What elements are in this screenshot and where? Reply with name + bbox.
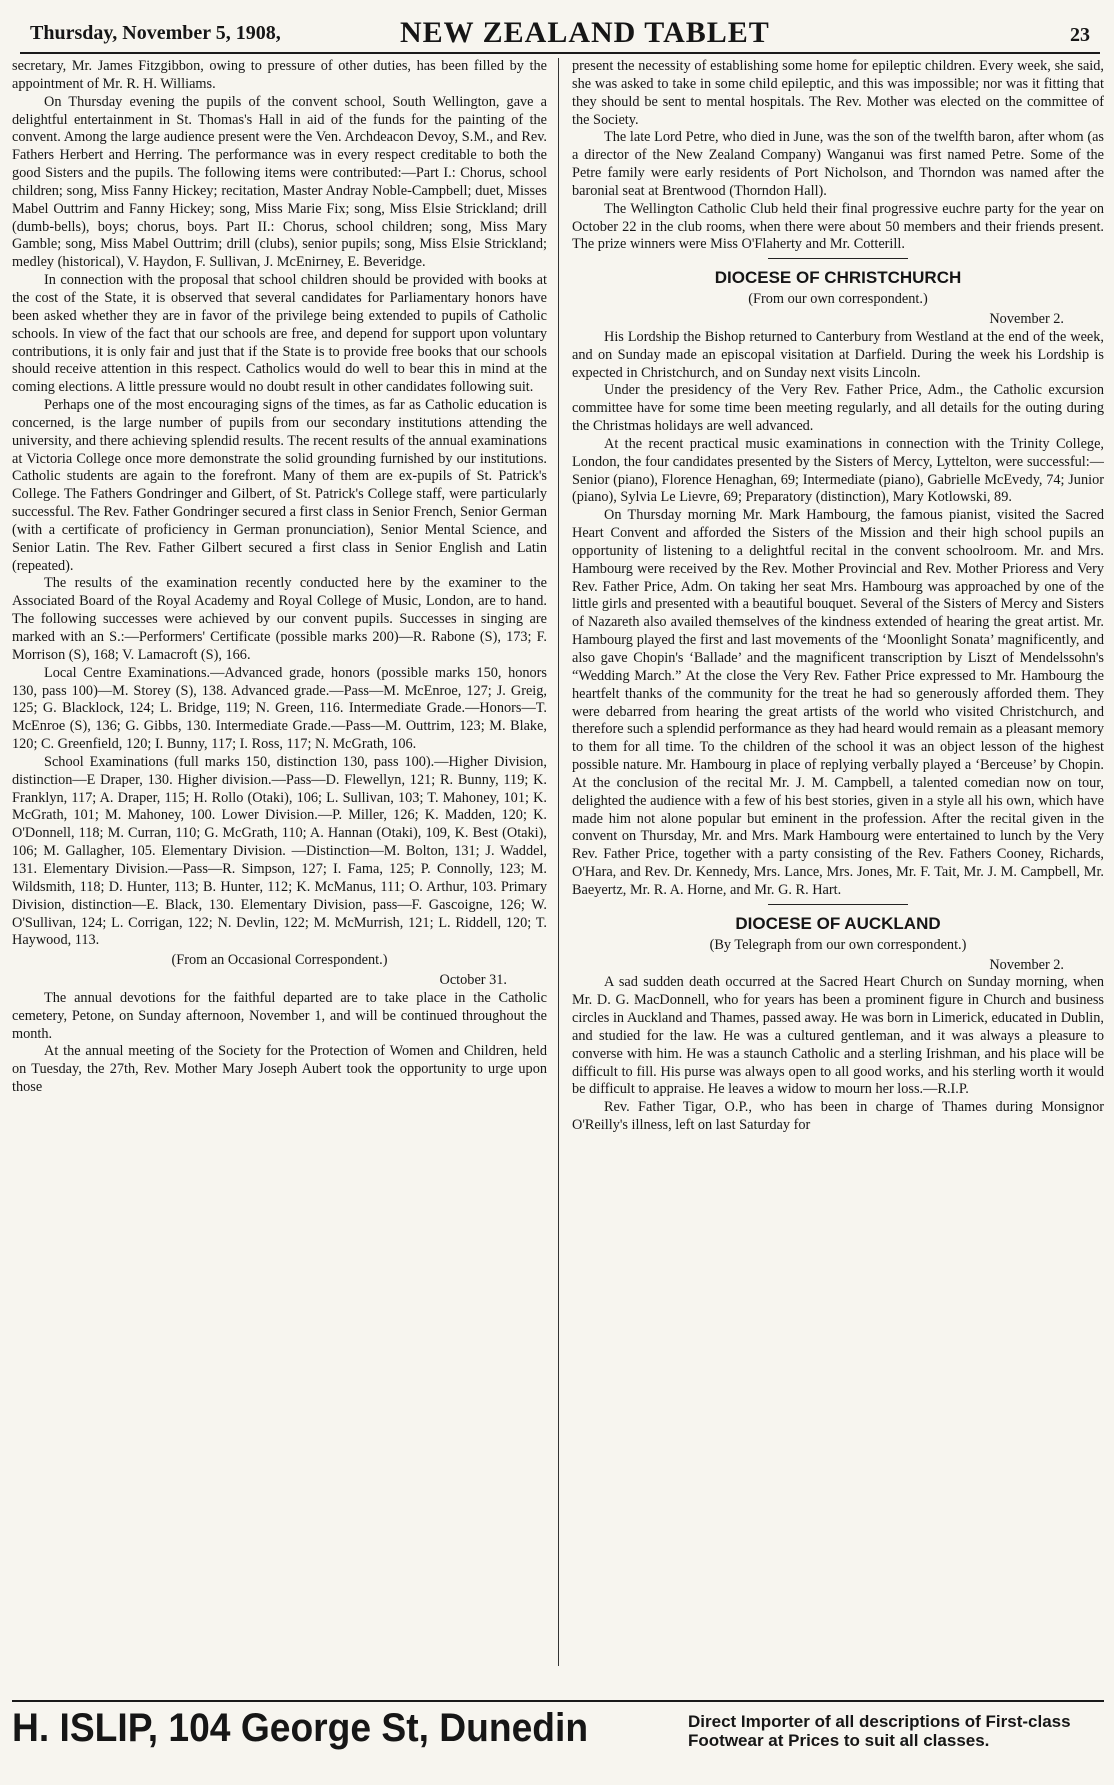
correspondent-line: (From our own correspondent.) xyxy=(748,291,928,308)
column-divider xyxy=(558,58,559,1666)
paragraph: On Thursday evening the pupils of the convent school, South Wellington, gave a delightful entertainment in St. Thomas's Hall in aid of the funds for the painting of the convent. Among the large audience present were the Ven. Archdeacon Devoy, S.M., and Rev. Fathers Herbert and Herring. The performance was in every respect creditable to both the good Sisters and the pupils. The following items were contributed:—Part I.: Chorus, school children; song, Miss Fanny Hickey; recitation, Master Andray Noble-Campbell; duet, Misses Mabel Outtrim and Fanny Hickey; song, Miss Marie Fix; song, Miss Elsie Strickland; drill (dumb-bells), boys; chorus, boys. Part II.: Chorus, school children; song, Miss Mary Gamble; song, Miss Mabel Outtrim; drill (clubs), senior pupils; song, Miss Elsie Strickland; medley (historical), V. Haydon, F. Sullivan, J. McEnirney, E. Beveridge. xyxy=(12,93,547,271)
section-heading: DIOCESE OF CHRISTCHURCH xyxy=(714,268,962,288)
page-header xyxy=(20,14,1100,54)
paragraph: On Thursday morning Mr. Mark Hambourg, the famous pianist, visited the Sacred Heart Convent and afforded the Sisters of the Mission and their high school pupils an opportunity of listening to a delightful recital in the convent schoolroom. Mr. and Mrs. Hambourg were received by the Rev. Mother Provincial and Rev. Mother Prioress and Very Rev. Father Price, Adm. On taking her seat Mrs. Hambourg was approached by one of the little girls and presented with a beautiful bouquet. Several of the Sisters of Mercy and Sisters of Nazareth also availed themselves of the kindness extended of hearing the great artist. Mr. Hambourg played the first and last movements of the ‘Moonlight Sonata’ magnificently, and also gave Chopin's ‘Ballade’ and the magnificent transcription by Liszt of Mendelssohn's “Wedding March.” At the close the Very Rev. Father Price expressed to Mr. Hambourg the heartfelt thanks of the community for the treat he had so generously afforded them. They were debarred from hearing the great artists of the world who visited Christchurch, and therefore such a splendid performance as they had heard would remain as a pleasant memory to them for all time. To the children of the school it was an object lesson of the highest possible nature. Mr. Hambourg in place of replying verbally played a ‘Berceuse’ by Chopin. At the conclusion of the recital Mr. J. M. Campbell, a talented comedian now on tour, delighted the audience with a few of his best stories, given in a style all his own, which have made him not alone popular but eminent in the profession. After the recital given in the convent on Thursday, Mr. and Mrs. Mark Hambourg were entertained to lunch by the Very Rev. Father Price, together with a party consisting of the Rev. Fathers Cooney, Richards, O'Hara, and Rev. Dr. Kennedy, Mrs. Lance, Mrs. Jones, Mr. F. Tait, Mr. J. M. Campbell, Mr. Baeyertz, Mr. R. A. Horne, and Mr. G. R. Hart. xyxy=(572,507,1104,898)
right-column xyxy=(572,58,1104,1666)
paragraph: secretary, Mr. James Fitzgibbon, owing to pressure of other duties, has been filled by the appointment of Mr. R. H. Williams. xyxy=(12,58,547,92)
paragraph: In connection with the proposal that school children should be provided with books at the cost of the State, it is observed that several candidates for Parliamentary honors have been asked whether they are in favor of the privilege being extended to pupils of Catholic schools. In view of the fact that our schools are free, and depend for support upon voluntary contributions, it is only fair and just that if the State is to provide free books that our schools should receive attention in this respect. Catholics would do well to bear this in mind at the coming elections. A little pressure would no doubt result in other candidates following suit. xyxy=(12,272,547,396)
advertiser-description: Direct Importer of all descriptions of First-class Footwear at Prices to suit all classes. xyxy=(688,1712,1071,1750)
paragraph: The late Lord Petre, who died in June, was the son of the twelfth baron, after whom (as a director of the New Zealand Company) Wanganui was first named Petre. Some of the Petre family were early residents of Port Nicholson, and Thorndon was named after the baronial seat at Brentwood (Thorndon Hall). xyxy=(572,129,1104,199)
page-number: 23 xyxy=(1070,24,1090,46)
paragraph: His Lordship the Bishop returned to Canterbury from Westland at the end of the week, and on Sunday made an episcopal visitation at Darfield. During the week his Lordship is expected in Christchurch, and on Sunday next visits Lincoln. xyxy=(572,328,1104,381)
dateline: November 2. xyxy=(989,956,1064,973)
paragraph: At the annual meeting of the Society for the Protection of Women and Children, held on Tuesday, the 27th, Rev. Mother Mary Joseph Aubert took the opportunity to urge upon those xyxy=(12,1043,547,1096)
correspondent-line: (From an Occasional Correspondent.) xyxy=(171,952,388,969)
paragraph: The Wellington Catholic Club held their final progressive euchre party for the year on October 22 in the club rooms, when there were about 50 members and their friends present. The prize winners were Miss O'Flaherty and Mr. Cotterill. xyxy=(572,200,1104,253)
paragraph: A sad sudden death occurred at the Sacred Heart Church on Sunday morning, when Mr. D. G. MacDonnell, who for years has been a prominent figure in Church and business circles in Auckland and Thames, passed away. He was born in Limerick, educated in Dublin, and studied for the law. He was a cultured gentleman, and it was always a pleasure to converse with him. He was a staunch Catholic and a sterling Irishman, and his place will be difficult to fill. His purse was always open to all good works, and his sterling worth it would be difficult to appraise. He leaves a widow to mourn her loss.—R.I.P. xyxy=(572,974,1104,1098)
issue-date: Thursday, November 5, 1908, xyxy=(30,22,281,44)
paragraph: Local Centre Examinations.—Advanced grade, honors (possible marks 150, honors 130, pass 100)—M. Storey (S), 138. Advanced grade.—Pass—M. McEnroe, 127; J. Greig, 125; G. Blacklock, 124; L. Bridge, 119; N. Green, 116. Intermediate Grade.—Honors—T. McEnroe (S), 136; G. Gibbs, 130. Intermediate Grade.—Pass—M. Outtrim, 123; M. Blake, 120; C. Greenfield, 120; I. Bunny, 117; I. Ross, 117; N. McGrath, 106. xyxy=(12,664,547,753)
paragraph: At the recent practical music examinations in connection with the Trinity College, London, the four candidates presented by the Sisters of Mercy, Lyttelton, were successful:—Senior (piano), Florence Henaghan, 69; Intermediate (piano), Gabrielle McEvedy, 74; Junior (piano), Sylvia Le Lievre, 69; Preparatory (distinction), Mary Kotlowski, 89. xyxy=(572,435,1104,506)
dateline: October 31. xyxy=(439,972,507,989)
section-rule xyxy=(768,904,908,905)
masthead: NEW ZEALAND TABLET xyxy=(400,16,770,49)
footer-advertisement xyxy=(12,1700,1104,1764)
paragraph: Under the presidency of the Very Rev. Father Price, Adm., the Catholic excursion committee have for some time been meeting regularly, and all details for the outing during the Christmas holidays are well advanced. xyxy=(572,382,1104,435)
paragraph: Rev. Father Tigar, O.P., who has been in charge of Thames during Monsignor O'Reilly's illness, left on last Saturday for xyxy=(572,1099,1104,1134)
paragraph: The results of the examination recently conducted here by the examiner to the Associated Board of the Royal Academy and Royal College of Music, London, are to hand. The following successes were achieved by our convent pupils. Successes in singing are marked with an S.:—Performers' Certificate (possible marks 200)—R. Rabone (S), 173; F. Morrison (S), 168; V. Lamacroft (S), 166. xyxy=(12,575,547,663)
paragraph: present the necessity of establishing some home for epileptic children. Every week, she said, she was asked to take in some child epileptic, and this was impossible; nor was it fitting that they should be sent to mental hospitals. The Rev. Mother was elected on the committee of the Society. xyxy=(572,58,1104,128)
paragraph: School Examinations (full marks 150, distinction 130, pass 100).—Higher Division, distinction—E Draper, 130. Higher division.—Pass—D. Flewellyn, 121; R. Bunny, 119; K. Franklyn, 117; A. Draper, 115; H. Rollo (Otaki), 106; L. Sullivan, 103; T. Mahoney, 101; K. McGrath, 101; M. Mahoney, 100. Lower Division.—P. Miller, 126; K. Madden, 120; K. O'Donnell, 118; M. Curran, 110; G. McGrath, 110; A. Hannan (Otaki), 109, K. Best (Otaki), 106; M. Gallagher, 105. Elementary Division. —Distinction—M. Bolton, 131; J. Waddel, 131. Elementary Division.—Pass—R. Simpson, 127; I. Fama, 125; P. Connolly, 123; M. Wildsmith, 118; D. Hunter, 113; B. Hunter, 112; K. McManus, 111; O. Arthur, 103. Primary Division, distinction—E. Black, 130. Elementary Division, pass—F. Gascoigne, 126; W. O'Sullivan, 124; L. Corrigan, 122; N. Devlin, 122; M. McMurrish, 121; L. Riddell, 120; T. Haywood, 113. xyxy=(12,753,547,949)
correspondent-line: (By Telegraph from our own correspondent.) xyxy=(709,936,967,953)
paragraph: Perhaps one of the most encouraging signs of the times, as far as Catholic education is concerned, is the large number of pupils from our secondary institutions attending the university, and there achieving splendid results. The recent results of the annual examinations at Victoria College once more demonstrate the solid grounding furnished by our institutions. Catholic students are again to the forefront. Many of them are ex-pupils of St. Patrick's College. The Fathers Gondringer and Gilbert, of St. Patrick's College staff, were particularly successful. The Rev. Father Gondringer secured a first class in Senior French, Senior German (with a certificate of proficiency in German pronunciation), Senior Mental Science, and Senior Latin. The Rev. Father Gilbert secured a first class in Senior English and Latin (repeated). xyxy=(12,397,547,574)
left-column xyxy=(12,58,547,1666)
section-rule xyxy=(768,258,908,259)
section-heading: DIOCESE OF AUCKLAND xyxy=(735,913,941,933)
paragraph: The annual devotions for the faithful departed are to take place in the Catholic cemetery, Petone, on Sunday afternoon, November 1, and will be continued throughout the month. xyxy=(12,989,547,1042)
dateline: November 2. xyxy=(989,310,1064,327)
advertiser-name: H. ISLIP, 104 George St, Dunedin xyxy=(12,1706,589,1750)
